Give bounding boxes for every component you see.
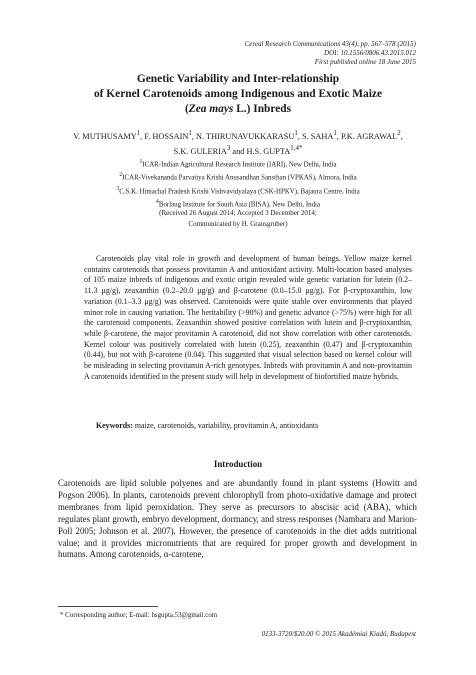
corresponding-author-footnote: * Corresponding author; E-mail: hsgupta.53@gmail.com	[60, 612, 218, 619]
author-3: N. THIRUNAVUKKARASU$^1$	[196, 130, 298, 141]
affiliation-1: $^1$ICAR-Indian Agricultural Research Institute (IARI), New Delhi, India	[139, 159, 337, 169]
introduction-text: Carotenoids are lipid soluble polyenes and are abundantly found in plant systems (Howitt and Pogson 2006). In plants, carotenoids prevent chlorophyll from photo-oxidative damage and protect membranes from lipid peroxidation. They serve as precursors to abscisic acid (ABA), which regulates plant growth, embryo development, dormancy, and stress responses (Nambara and Marion-Poll 2005; Johnson et al. 2007). However, the presence of carotenoids in the diet adds nutritional value; and it provides micronutrients that are required for proper growth and development in humans. Among carotenoids, α-carotene,	[58, 478, 417, 560]
journal-published: First published online 18 June 2015	[314, 58, 416, 66]
keywords	[96, 421, 416, 431]
footnote-divider	[58, 606, 158, 607]
author-7: H.S. $GUPTA^{1,4*}$	[246, 144, 303, 156]
keywords-text: maize, carotenoids, variability, provitamin A, antioxidants	[134, 421, 319, 430]
author-4: S. SAHA$^1$	[301, 130, 337, 141]
communicated-by: Communicated by H. Grausgruber)	[188, 219, 288, 228]
title-line-3	[40, 102, 436, 117]
journal-citation: Cereal Research Communications 43(4), pp. 567–578 (2015)	[244, 40, 416, 48]
author-6: S.K. GULERIA$^3$	[173, 144, 231, 156]
title-species: Zea mays	[188, 103, 234, 115]
author-2: F. HOSSAIN$^1$	[144, 130, 192, 141]
title-line-2: of Kernel Carotenoids among Indigenous and Exotic Maize	[93, 88, 383, 100]
author-line-2: S.K. GULERIA$^3$ and H.S. $GUPTA^{1,4*}$	[173, 144, 303, 156]
journal-header	[245, 40, 416, 67]
section-heading: Introduction	[213, 459, 263, 469]
author-list	[40, 128, 436, 158]
author-1: V. MUTHUSAMY$^1$	[73, 130, 141, 141]
title-line-1: Genetic Variability and Inter-relationship	[136, 73, 340, 85]
author-5: P.K. AGRAWAL$^2$	[340, 130, 401, 141]
journal-doi: DOI: 10.1556/0806.43.2015.012	[324, 49, 416, 57]
affiliation-4: $^4$Borlaug Institute for South Asia (BISA), New Delhi, India	[155, 198, 321, 209]
affiliations	[40, 157, 436, 210]
affiliation-3: $^3$C.S.K. Himachal Pradesh Krishi Vishvavidyalaya (CSK-HPKV), Bajaura Centre, India	[116, 185, 360, 195]
title-suffix: L.) Inbreds	[233, 103, 292, 115]
received-accepted: (Received 26 August 2014; Accepted 3 December 2014;	[159, 209, 317, 217]
page-footer: 0133-3720/$20.00 © 2015 Akadémiai Kiadó, Budapest	[261, 630, 416, 638]
affiliation-2: $^2$ICAR-Vivekananda Parvatiya Krishi Anusandhan Sansthan (VPKAS), Almora, India	[119, 172, 357, 182]
abstract: Carotenoids play vital role in growth and development of human beings. Yellow maize kernel contains carotenoids that possess provitamin A and antioxidant activity. Multi-location based analyses of 105 maize inbreds of indigenous and exotic origin revealed wide genetic variation for lutein (0.2–11.3 μg/g), zeaxanthin (0.2–20.0 μg/g) and β-carotene (0.0–15.0 μg/g). For β-cryptoxanthin, low variation (0.1–3.3 μg/g) was observed. Carotenoids were quite stable over environments that played minor role in causing variation. The heritability (>90%) and genetic advance (>75%) were high for all the carotenoid components. Zeaxanthin showed positive correlation with lutein and β-cryptoxanthin, while β-carotene, the major provitamin A carotenoid, did not show correlation with other carotenoids. Kernel colour was positively correlated with lutein (0.25), zeaxanthin (0.47) and β-cryptoxanthin (0.44), but not with β-carotene (0.04). This suggested that visual selection based on kernel colour will be misleading in selecting provitamin A-rich genotypes. Inbreds with provitamin A and non-provitamin A carotenoids identified in the present study will help in development of biofortified maize hybrids.	[84, 254, 412, 381]
title-paren: (	[184, 103, 189, 115]
keywords-label: Keywords:	[96, 421, 133, 430]
author-line-1: V. MUTHUSAMY$^1$, F. HOSSAIN$^1$, N. THIRUNAVUKKARASU$^1$, S. SAHA$^1$, P.K. AGRAWAL$^2$,	[73, 130, 403, 141]
paper-title	[40, 72, 436, 117]
submission-dates	[40, 208, 436, 229]
